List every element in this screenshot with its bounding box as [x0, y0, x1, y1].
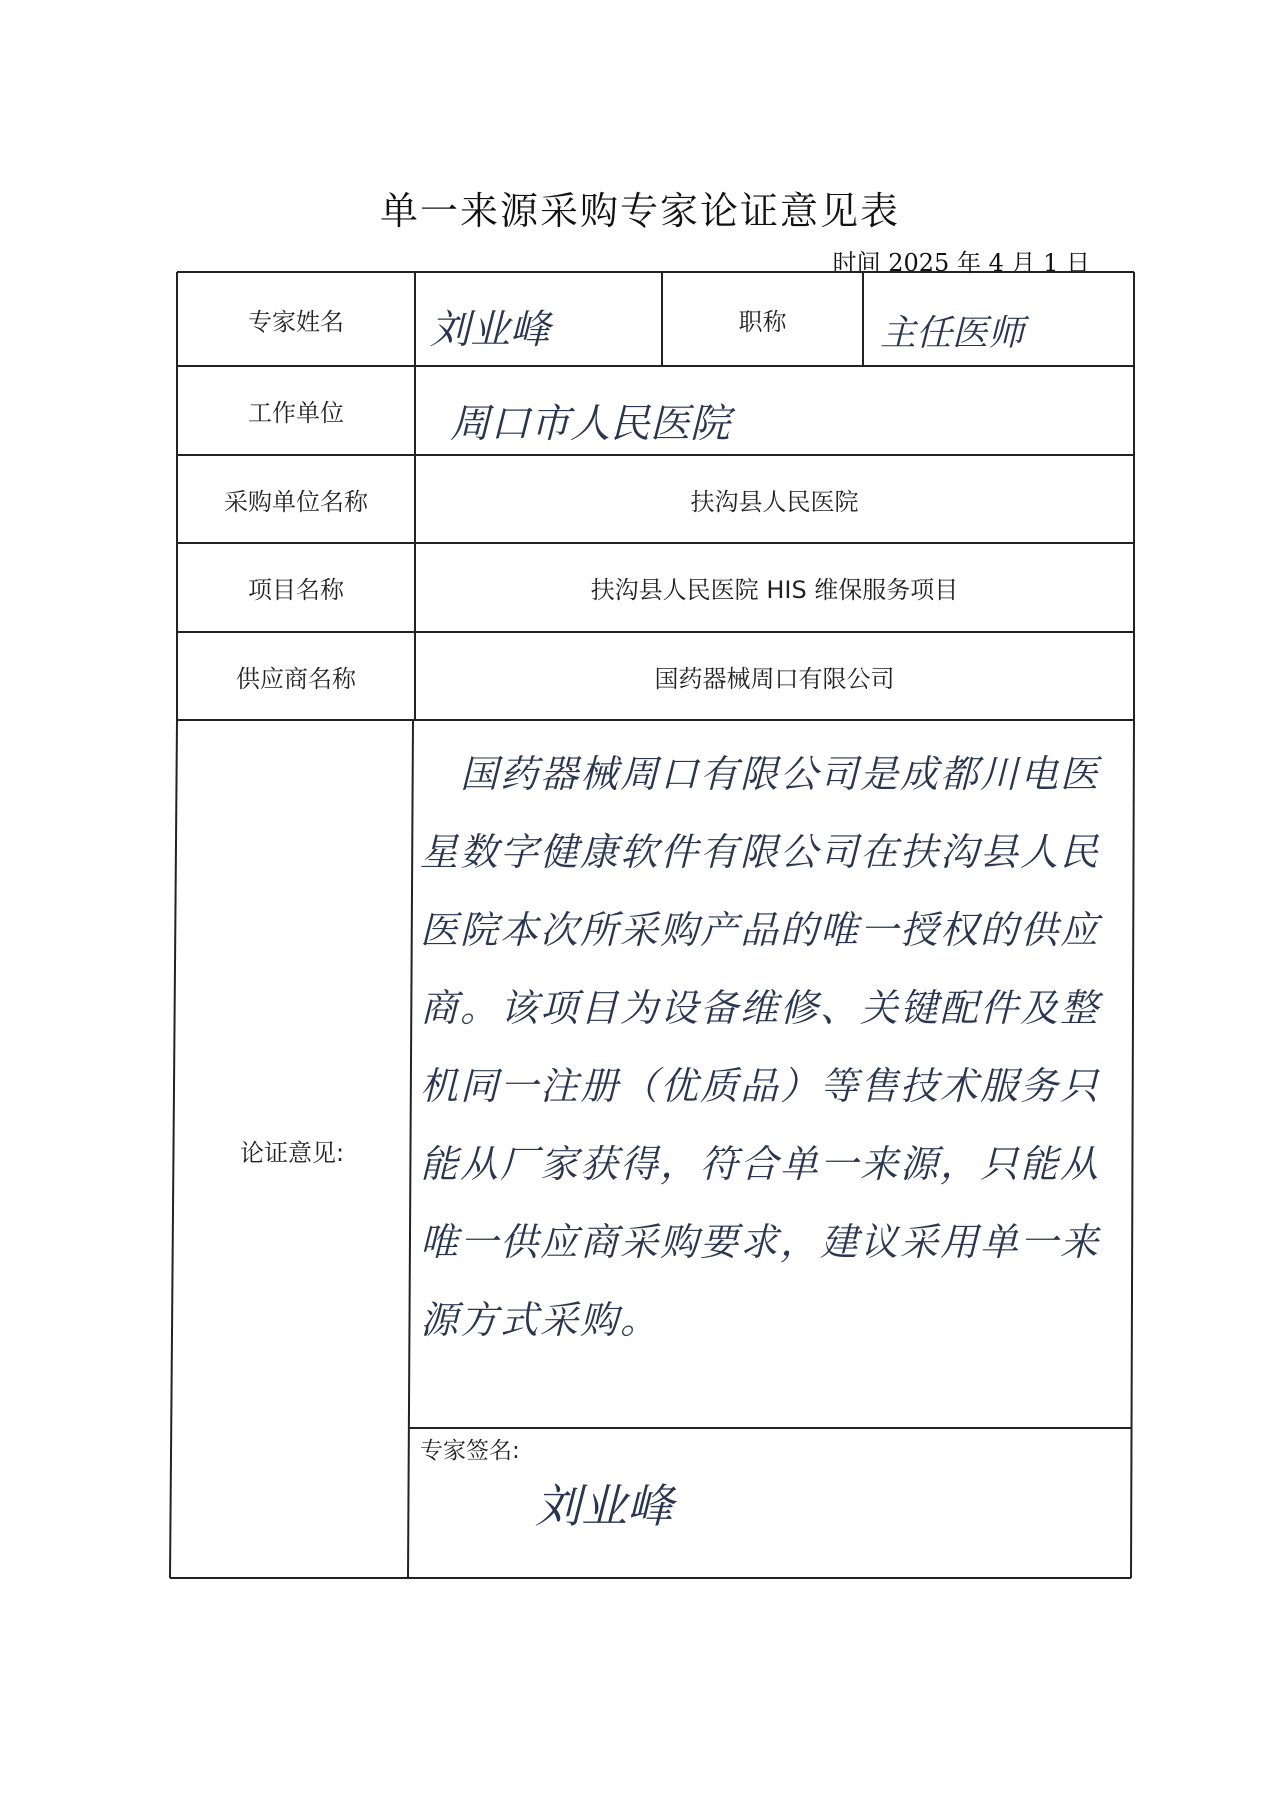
purchaser-value: 扶沟县人民医院 — [690, 487, 859, 516]
signature-label: 专家签名: — [420, 1438, 520, 1464]
signature-value: 刘业峰 — [535, 1479, 673, 1533]
purchaser-label: 采购单位名称 — [224, 487, 368, 516]
expert-name-label: 专家姓名 — [248, 307, 344, 336]
expert-name-value: 刘业峰 — [430, 307, 550, 353]
supplier-label: 供应商名称 — [236, 664, 356, 693]
work-unit-label: 工作单位 — [248, 399, 344, 427]
opinion-text: 国药器械周口有限公司是成都川电医星数字健康软件有限公司在扶沟县人民医院本次所采购产品的唯一授权的供应商。该项目为设备维修、关键配件及整机同一注册（优质品）等售技术服务只能从厂家获得，符合单一来源，只能从唯一供应商采购要求，建议采用单一来源方式采购。 — [420, 752, 1101, 1342]
form-date: 时间 2025 年 4 月 1 日 — [832, 249, 1090, 277]
project-value: 扶沟县人民医院 HIS 维保服务项目 — [590, 576, 959, 604]
opinion-label: 论证意见: — [239, 1138, 345, 1167]
form-title: 单一来源采购专家论证意见表 — [379, 189, 900, 233]
work-unit-value: 周口市人民医院 — [450, 401, 730, 447]
project-label: 项目名称 — [248, 576, 344, 604]
job-title-label: 职称 — [738, 307, 787, 336]
supplier-value: 国药器械周口有限公司 — [654, 664, 895, 693]
job-title-value: 主任医师 — [880, 313, 1025, 354]
